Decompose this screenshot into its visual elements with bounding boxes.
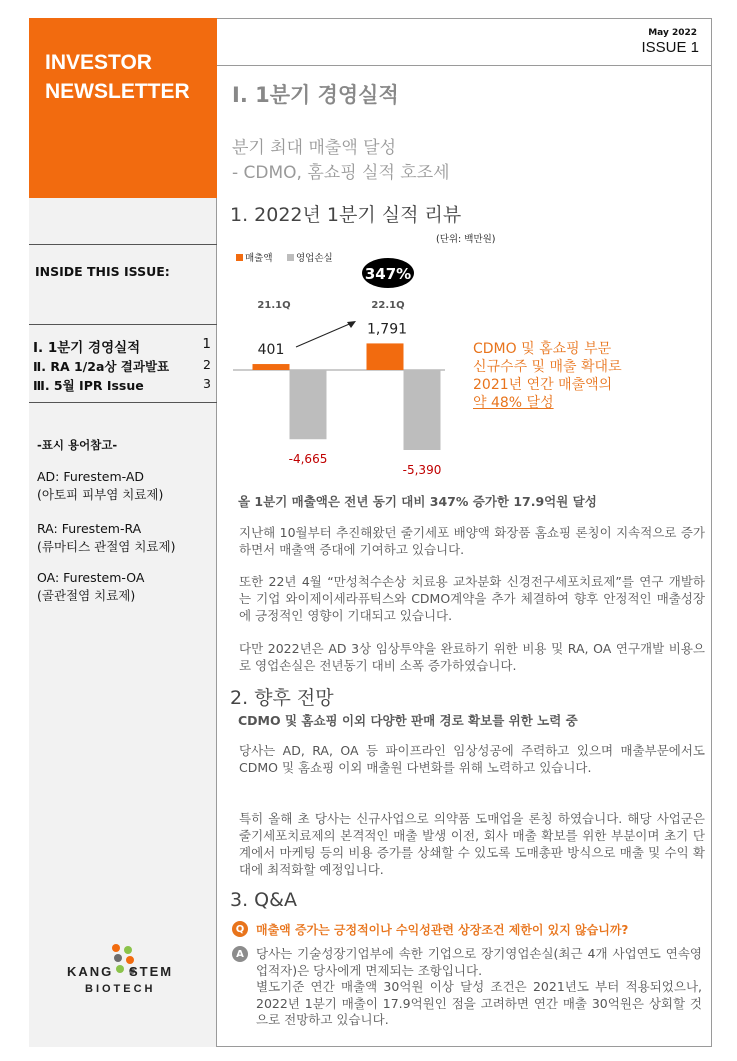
callout-line: 2021년 연간 매출액의 xyxy=(473,377,613,393)
issue-date: May 2022 xyxy=(648,28,697,38)
toc-item-label: Ⅱ. RA 1/2a상 결과발표 xyxy=(33,359,170,374)
divider xyxy=(29,402,217,403)
glossary-code: RA: Furestem-RA xyxy=(37,521,142,536)
banner-line-2: NEWSLETTER xyxy=(45,80,190,103)
heading-outlook: 2. 향후 전망 xyxy=(230,687,334,709)
paragraph: 지난해 10월부터 추진해왔던 줄기세포 배양액 화장품 홈쇼핑 론칭이 지속적으로 증가하면서 매출액 증대에 기여하고 있습니다. xyxy=(239,525,705,557)
summary-line: 올 1분기 매출액은 전년 동기 대비 347% 증가한 17.9억원 달성 xyxy=(238,494,597,509)
bar-loss-22q1 xyxy=(404,370,441,450)
question-text: 매출액 증가는 긍정적이나 수익성관련 상장조건 제한이 있지 않습니까? xyxy=(256,923,629,937)
toc-item[interactable] xyxy=(33,336,211,356)
data-label-revenue-21q1: 401 xyxy=(257,342,285,359)
qa-question xyxy=(232,921,628,938)
callout-highlight: 약 48% 달성 xyxy=(473,395,554,411)
logo-word-stem: STEM xyxy=(129,964,174,979)
answer-text: 별도기준 연간 매출액 30억원 이상 달성 조건은 2021년도 부터 적용되었으나, 2022년 1분기 매출이 17.9억원인 점을 고려하면 연간 매출 30억원은 상회할 것으로 전망하고 있습니다. xyxy=(256,979,702,1027)
issue-number: ISSUE 1 xyxy=(641,39,699,56)
category-label: 22.1Q xyxy=(371,300,405,311)
chart-unit: (단위: 백만원) xyxy=(436,234,496,245)
answer-body xyxy=(256,946,702,1029)
company-logo xyxy=(67,942,179,1012)
legend-label-revenue: 매출액 xyxy=(245,253,273,264)
paragraph: 또한 22년 4월 “만성척수손상 치료용 교차분화 신경전구세포치료제”를 연구 개발하는 기업 와이제이세라퓨틱스와 CDMO계약을 추가 체결하여 향후 안정적인 매출성장에 긍정적인 영향이 기대되고 있습니다. xyxy=(239,574,705,623)
outlook-summary: CDMO 및 홈쇼핑 이외 다양한 판매 경로 확보를 위한 노력 중 xyxy=(238,713,578,728)
answer-badge-icon: A xyxy=(232,946,248,962)
glossary-item xyxy=(37,520,175,556)
banner-line-1: INVESTOR xyxy=(45,51,152,74)
category-label: 21.1Q xyxy=(257,300,291,311)
q1-results-chart xyxy=(230,245,460,495)
toc-item-page: 1 xyxy=(202,336,211,352)
divider xyxy=(29,324,217,325)
legend-swatch-loss xyxy=(287,254,294,261)
subhead-2: - CDMO, 홈쇼핑 실적 호조세 xyxy=(232,163,450,183)
bar-revenue-21q1 xyxy=(253,364,290,370)
qa-answer xyxy=(232,946,702,1029)
data-label-loss-21q1: -4,665 xyxy=(288,452,328,467)
inside-this-issue-title: INSIDE THIS ISSUE: xyxy=(35,264,170,279)
chart-callout xyxy=(473,340,673,412)
glossary-desc: (골관절염 치료제) xyxy=(37,588,136,603)
glossary-item xyxy=(37,468,163,504)
toc-item-page: 3 xyxy=(203,376,211,391)
toc-item[interactable] xyxy=(33,376,211,394)
callout-line: 신규수주 및 매출 확대로 xyxy=(473,359,622,375)
glossary-code: OA: Furestem-OA xyxy=(37,570,145,585)
toc-item-label: Ⅰ. 1분기 경영실적 xyxy=(33,340,141,356)
glossary-item xyxy=(37,569,144,605)
logo-word-biotech: BIOTECH xyxy=(85,983,156,995)
data-label-loss-22q1: -5,390 xyxy=(402,463,442,477)
answer-text: 당사는 기술성장기업부에 속한 기업으로 장기영업손실(최근 4개 사업연도 연속영업적자)은 당사에게 면제되는 조항입니다. xyxy=(256,946,702,978)
heading-qa: 3. Q&A xyxy=(230,889,297,911)
toc-item[interactable] xyxy=(33,357,211,375)
bar-revenue-22q1 xyxy=(367,343,404,370)
subhead-1: 분기 최대 매출액 달성 xyxy=(232,138,397,158)
paragraph: 특히 올해 초 당사는 신규사업으로 의약품 도매업을 론칭 하였습니다. 해당 사업군은 줄기세포치료제의 본격적인 매출 발생 이전, 회사 매출 확보를 위한 부분이며 초기 단계에서 마케팅 등의 비용 증가를 상쇄할 수 있도록 도매총판 방식으로 매출 및 수익 확대에 최적화할 예정입니다. xyxy=(239,811,705,877)
glossary-title: -표시 용어참고- xyxy=(37,438,118,452)
section-title: Ⅰ. 1분기 경영실적 xyxy=(232,83,399,107)
glossary-desc: (류마티스 관절염 치료제) xyxy=(37,539,176,554)
header-rule xyxy=(217,65,712,66)
paragraph: 당사는 AD, RA, OA 등 파이프라인 임상성공에 주력하고 있으며 매출부문에서도 CDMO 및 홈쇼핑 이외 매출원 다변화를 위해 노력하고 있습니다. xyxy=(239,743,705,775)
growth-label: 347% xyxy=(364,265,412,283)
legend-swatch-revenue xyxy=(236,254,243,261)
newsletter-banner xyxy=(29,18,217,198)
chart-legend xyxy=(236,252,333,264)
data-label-revenue-22q1: 1,791 xyxy=(366,321,408,338)
banner-title xyxy=(45,48,190,106)
glossary-desc: (아토피 피부염 치료제) xyxy=(37,487,164,502)
legend-label-loss: 영업손실 xyxy=(296,253,333,264)
toc-item-page: 2 xyxy=(203,357,211,372)
paragraph: 다만 2022년은 AD 3상 임상투약을 완료하기 위한 비용 및 RA, OA 연구개발 비용으로 영업손실은 전년동기 대비 소폭 증가하였습니다. xyxy=(239,641,705,673)
divider xyxy=(29,244,217,245)
question-badge-icon: Q xyxy=(232,921,248,937)
growth-arrow xyxy=(296,322,354,347)
sidebar xyxy=(29,18,217,1047)
heading-q1-review: 1. 2022년 1분기 실적 리뷰 xyxy=(230,204,462,226)
bar-loss-21q1 xyxy=(290,370,327,439)
callout-line: CDMO 및 홈쇼핑 부문 xyxy=(473,341,612,357)
logo-word-kang: KANG xyxy=(67,964,114,979)
glossary-code: AD: Furestem-AD xyxy=(37,469,145,484)
toc-item-label: Ⅲ. 5월 IPR Issue xyxy=(33,378,144,393)
